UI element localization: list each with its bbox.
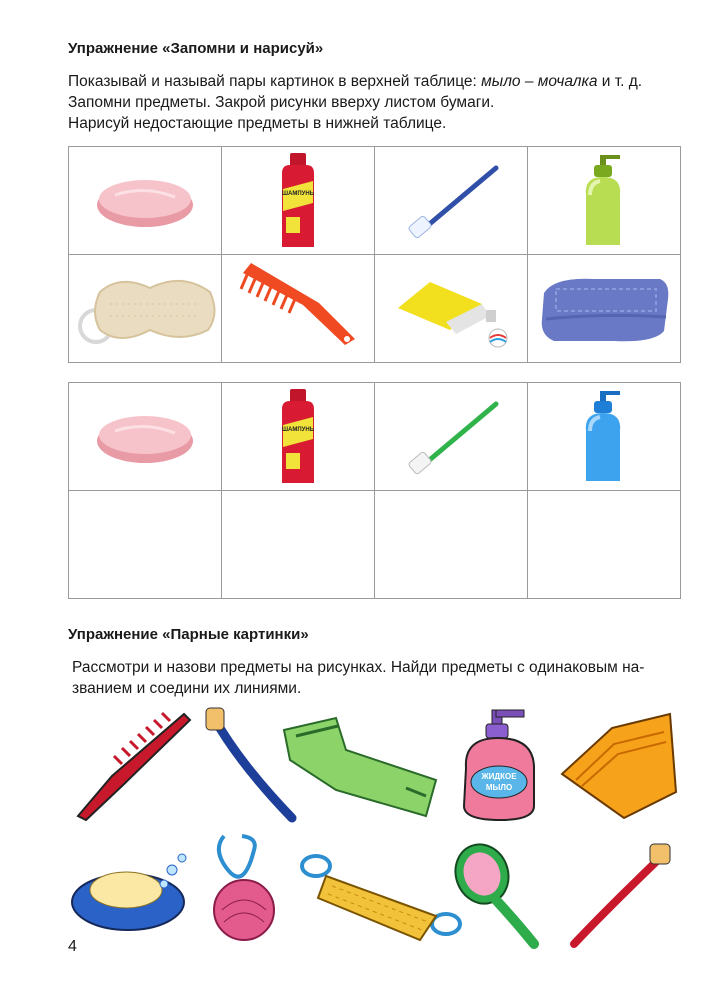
svg-text:МЫЛО: МЫЛО (485, 783, 513, 792)
towel-orange-icon (552, 706, 682, 822)
empty-draw-cell-4[interactable] (528, 491, 681, 599)
shampoo-bottle-icon (268, 387, 328, 487)
soap-icon (90, 407, 200, 467)
top-picture-table (68, 146, 681, 363)
instruction-line-3: Нарисуй недостающие предметы в нижней таблице. (68, 115, 447, 132)
liquid-soap-icon (574, 387, 634, 487)
loofah-strap-icon (296, 846, 466, 944)
liquid-soap-icon (574, 151, 634, 251)
sponge-icon (70, 264, 220, 354)
page-number: 4 (68, 938, 77, 955)
bottom-picture-table (68, 382, 681, 599)
cell-toothbrush-green (375, 383, 528, 491)
exercise2-title: Упражнение «Парные картинки» (68, 626, 309, 643)
exercise1-instructions (68, 71, 642, 134)
bath-pouf-icon (204, 830, 278, 942)
instruction-line-2: Запомни предметы. Закрой рисунки вверху листом бумаги. (68, 94, 495, 111)
cell-shampoo-2 (222, 383, 375, 491)
cell-comb-orange (222, 255, 375, 363)
cell-soap-2 (69, 383, 222, 491)
empty-draw-cell-1[interactable] (69, 491, 222, 599)
cell-sponge (69, 255, 222, 363)
cell-towel (528, 255, 681, 363)
instruction-line-1: Рассмотри и назови предметы на рисунках. Найди предметы с одинаковым на- (72, 659, 645, 676)
cell-toothbrush-blue (375, 147, 528, 255)
svg-text:ЖИДКОЕ: ЖИДКОЕ (481, 772, 517, 781)
towel-icon (534, 269, 674, 349)
instruction-line-1: Показывай и называй пары картинок в верхней таблице: мыло – мочалка и т. д. (68, 73, 643, 90)
hairbrush-icon (452, 840, 542, 950)
instruction-line-2: званием и соедини их линиями. (72, 680, 302, 697)
comb-icon (233, 259, 363, 359)
soap-icon (90, 171, 200, 231)
shampoo-bottle-icon (268, 151, 328, 251)
liquid-soap-bottle-icon (456, 706, 546, 824)
toothbrush-icon (396, 392, 506, 482)
washcloth-mitt-icon (276, 710, 446, 820)
cell-liquid-soap-green (528, 147, 681, 255)
cell-soap (69, 147, 222, 255)
comb-red-icon (72, 704, 192, 824)
svg-text:ШАМПУНЬ: ШАМПУНЬ (281, 190, 315, 197)
soap-dish-icon (68, 850, 198, 940)
cell-toothpaste (375, 255, 528, 363)
empty-draw-cell-2[interactable] (222, 491, 375, 599)
toothpaste-icon (386, 264, 516, 354)
cell-shampoo (222, 147, 375, 255)
exercise1-title: Упражнение «Запомни и нарисуй» (68, 40, 324, 57)
svg-text:ШАМПУНЬ: ШАМПУНЬ (281, 426, 315, 433)
empty-draw-cell-3[interactable] (375, 491, 528, 599)
exercise2-instructions (72, 657, 682, 699)
toothbrush-red-icon (566, 840, 676, 950)
toothbrush-icon (396, 156, 506, 246)
cell-liquid-soap-blue (528, 383, 681, 491)
